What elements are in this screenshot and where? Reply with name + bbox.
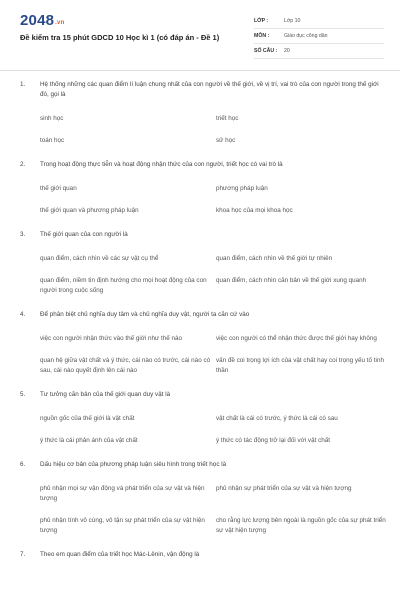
- answer-option[interactable]: toán học: [40, 137, 65, 144]
- question-stem: [20, 80, 380, 100]
- logo-main: 2048: [20, 12, 55, 29]
- answer-option[interactable]: thế giới quan và phương pháp luận: [40, 207, 139, 214]
- question-text: Dấu hiệu cơ bản của phương pháp luận siêu hình trong triết học là: [40, 461, 227, 468]
- question-number: 4.: [20, 311, 26, 318]
- answer-options: [40, 334, 384, 376]
- question-stem: [20, 460, 380, 470]
- question-number: 7.: [20, 551, 26, 558]
- answer-option[interactable]: thế giới quan: [40, 185, 77, 192]
- answer-option[interactable]: phủ nhận tính vô cùng, vô tận sự phát triển của sự vật hiện tượng: [40, 517, 205, 534]
- meta-value: Giáo dục công dân: [284, 33, 328, 39]
- answer-option[interactable]: sử học: [216, 137, 236, 144]
- question-item: [20, 160, 380, 216]
- site-logo[interactable]: [20, 12, 64, 29]
- meta-value: Lớp 10: [284, 18, 301, 24]
- question-text: Theo em quan điểm của triết học Mác-Lênin, vận động là: [40, 551, 200, 558]
- question-number: 6.: [20, 461, 26, 468]
- answer-option[interactable]: phương pháp luận: [216, 185, 268, 192]
- answer-option[interactable]: phủ nhận mọi sự vận động và phát triển của sự vật và hiện tượng: [40, 485, 205, 502]
- question-item: [20, 550, 380, 560]
- answer-option[interactable]: ý thức có tác động trở lại đối với vật chất: [216, 437, 330, 444]
- question-item: [20, 80, 380, 146]
- answer-options: [40, 254, 380, 296]
- answer-option[interactable]: quan điểm, cách nhìn về các sự vật cụ thể: [40, 255, 159, 262]
- question-number: 1.: [20, 81, 26, 88]
- answer-option[interactable]: quan điểm, cách nhìn căn bản về thế giới xung quanh: [216, 277, 367, 284]
- header-divider: [0, 70, 400, 71]
- question-text: Thế giới quan của con người là: [40, 231, 128, 238]
- answer-option[interactable]: vật chất là cái có trước, ý thức là cái có sau: [216, 415, 338, 422]
- answer-option[interactable]: nguồn gốc của thế giới là vật chất: [40, 415, 135, 422]
- answer-options: [40, 414, 380, 446]
- question-number: 3.: [20, 231, 26, 238]
- question-stem: [20, 550, 380, 560]
- question-stem: [20, 310, 380, 320]
- answer-option[interactable]: triết học: [216, 115, 239, 122]
- answer-option[interactable]: ý thức là cái phản ánh của vật chất: [40, 437, 138, 444]
- meta-table: [254, 14, 384, 59]
- question-number: 2.: [20, 161, 26, 168]
- meta-key: MÔN :: [254, 33, 270, 39]
- question-item: [20, 390, 380, 446]
- answer-option[interactable]: sinh học: [40, 115, 64, 122]
- answer-option[interactable]: cho rằng lực lượng bên ngoài là nguồn gốc của sự phát triển sự vật hiện tượng: [216, 517, 386, 534]
- answer-options: [40, 114, 380, 146]
- answer-options: [40, 484, 386, 536]
- meta-row-subject: [254, 29, 384, 44]
- question-text: Để phân biệt chủ nghĩa duy tâm và chủ nghĩa duy vật, người ta căn cứ vào: [40, 311, 250, 318]
- meta-row-count: [254, 44, 384, 59]
- question-number: 5.: [20, 391, 26, 398]
- meta-key: LỚP :: [254, 18, 269, 24]
- answer-options: [40, 184, 380, 216]
- question-text: Trong hoạt động thực tiễn và hoạt động nhận thức của con người, triết học có vai trò là: [40, 161, 283, 168]
- header: [0, 0, 400, 66]
- question-item: [20, 230, 380, 296]
- page-title: Đề kiểm tra 15 phút GDCD 10 Học kì 1 (có đáp án - Đề 1): [20, 33, 220, 42]
- question-text: Tư tưởng căn bản của thế giới quan duy vật là: [40, 391, 171, 398]
- question-item: [20, 460, 386, 536]
- question-list: [20, 80, 386, 574]
- answer-option[interactable]: việc con người có thể nhận thức được thế giới hay không: [216, 335, 377, 342]
- answer-option[interactable]: quan điểm, cách nhìn về thế giới tự nhiên: [216, 255, 333, 262]
- question-stem: [20, 160, 380, 170]
- meta-value: 20: [284, 48, 290, 54]
- question-stem: [20, 390, 380, 400]
- logo-suffix: .vn: [55, 20, 65, 26]
- answer-option[interactable]: quan điểm, niềm tin định hướng cho mọi hoạt động của con người trong cuộc sống: [40, 277, 207, 294]
- meta-key: SỐ CÂU :: [254, 48, 278, 54]
- meta-row-class: [254, 14, 384, 29]
- answer-option[interactable]: khoa học của mọi khoa học: [216, 207, 293, 214]
- answer-option[interactable]: phủ nhận sự phát triển của sự vật và hiện tượng: [216, 485, 352, 492]
- answer-option[interactable]: việc con người nhận thức vào thế giới như thế nào: [40, 335, 183, 342]
- question-item: [20, 310, 384, 376]
- question-text: Hệ thống những các quan điểm lí luận chung nhất của con người về thế giới, về vị trí, vai trò của con người trong thế giới đó, gọi là: [40, 81, 379, 98]
- answer-option[interactable]: vấn đề coi trọng lợi ích của vật chất hay coi trọng yếu tố tinh thần: [216, 357, 384, 374]
- question-stem: [20, 230, 380, 240]
- answer-option[interactable]: quan hệ giữa vật chất và ý thức, cái nào có trước, cái nào có sau, cái nào quyết định lên cái nào: [40, 357, 211, 374]
